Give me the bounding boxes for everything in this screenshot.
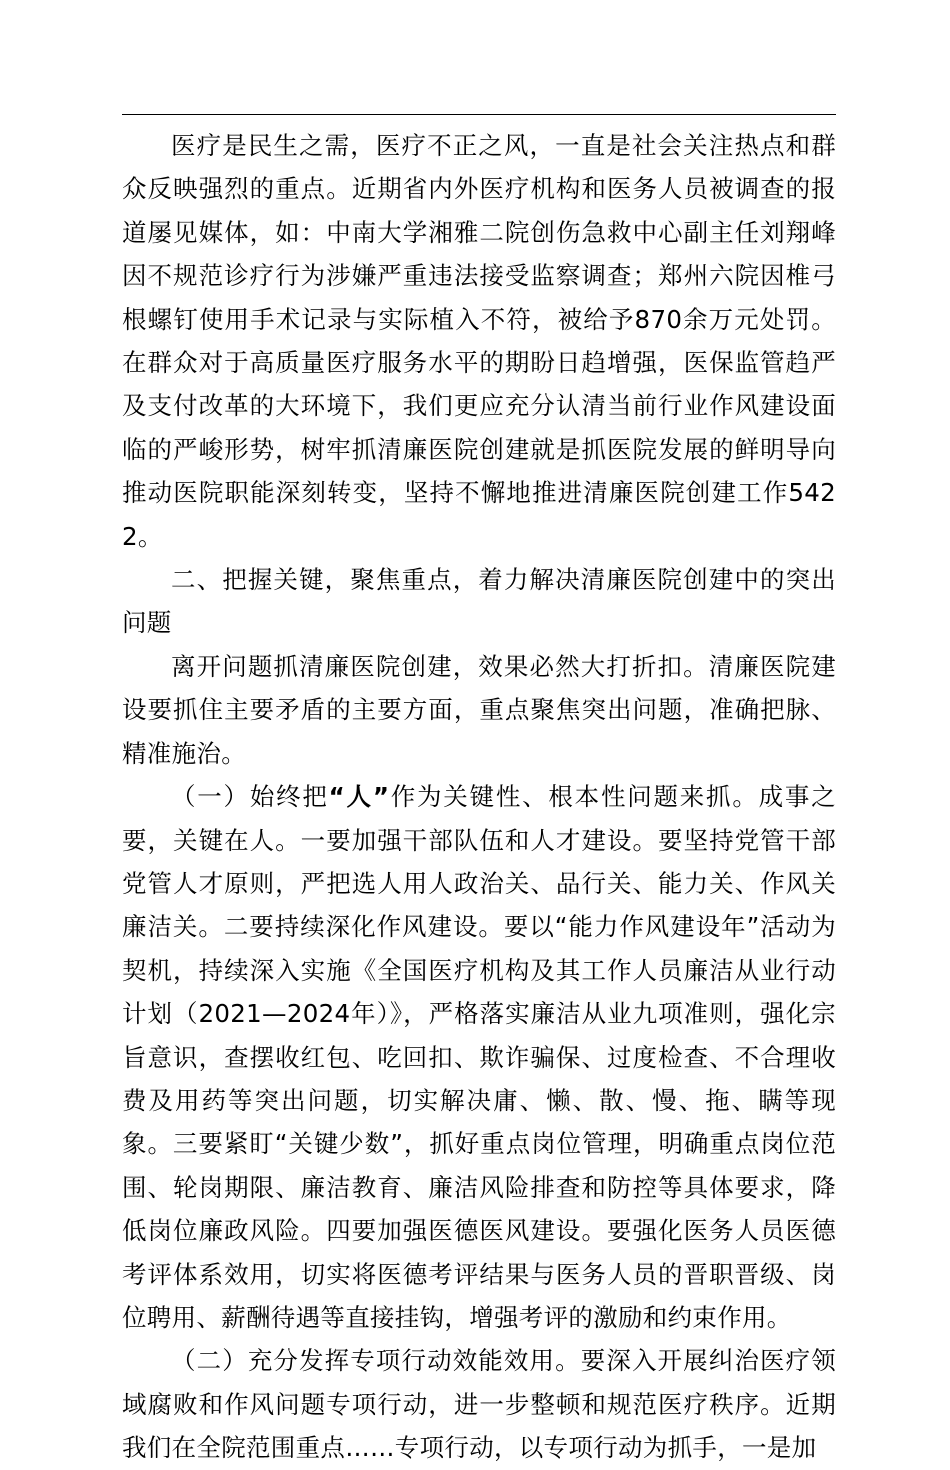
section-heading-two: 二、把握关键，聚焦重点，着力解决清廉医院创建中的突出问题: [122, 565, 836, 638]
paragraph-section-two-intro: 离开问题抓清廉医院创建，效果必然大打折扣。清廉医院建设要抓住主要矛盾的主要方面，重点聚焦突出问题，准确把脉、精准施治。: [122, 651, 836, 768]
paragraph-item-two: （二）充分发挥专项行动效能效用。要深入开展纠治医疗领域腐败和作风问题专项行动，进一步整顿和规范医疗秩序。近期我们在全院范围重点……专项行动，以专项行动为抓手，一是加: [122, 1346, 836, 1463]
paragraph-intro: 医疗是民生之需，医疗不正之风，一直是社会关注热点和群众反映强烈的重点。近期省内外医疗机构和医务人员被调查的报道屡见媒体，如：中南大学湘雅二院创伤急救中心副主任刘翔峰因不规范诊疗行为涉嫌严重违法接受监察调查；郑州六院因椎弓根螺钉使用手术记录与实际植入不符，被给予870余万元处罚。在群众对于高质量医疗服务水平的期盼日趋增强，医保监管趋严及支付改革的大环境下，我们更应充分认清当前行业作风建设面临的严峻形势，树牢抓清廉医院创建就是抓医院发展的鲜明导向推动医院职能深刻转变，坚持不懈地推进清廉医院创建工作5422。: [122, 131, 836, 551]
item-one-emphasis: “人”: [328, 782, 390, 812]
item-one-prefix: （一）始终把: [171, 782, 329, 812]
header-rule: [122, 114, 836, 115]
document-body: [122, 124, 836, 1470]
paragraph-item-one: [122, 775, 836, 1339]
item-one-text: 作为关键性、根本性问题来抓。成事之要，关键在人。一要加强干部队伍和人才建设。要坚持党管干部党管人才原则，严把选人用人政治关、品行关、能力关、作风关廉洁关。二要持续深化作风建设。要以“能力作风建设年”活动为契机，持续深入实施《全国医疗机构及其工作人员廉洁从业行动计划（2021—2024年）》，严格落实廉洁从业九项准则，强化宗旨意识，查摆收红包、吃回扣、欺诈骗保、过度检查、不合理收费及用药等突出问题，切实解决庸、懒、散、慢、拖、瞒等现象。三要紧盯“关键少数”，抓好重点岗位管理，明确重点岗位范围、轮岗期限、廉洁教育、廉洁风险排查和防控等具体要求，降低岗位廉政风险。四要加强医德医风建设。要强化医务人员医德考评体系效用，切实将医德考评结果与医务人员的晋职晋级、岗位聘用、薪酬待遇等直接挂钩，增强考评的激励和约束作用。: [122, 782, 836, 1332]
